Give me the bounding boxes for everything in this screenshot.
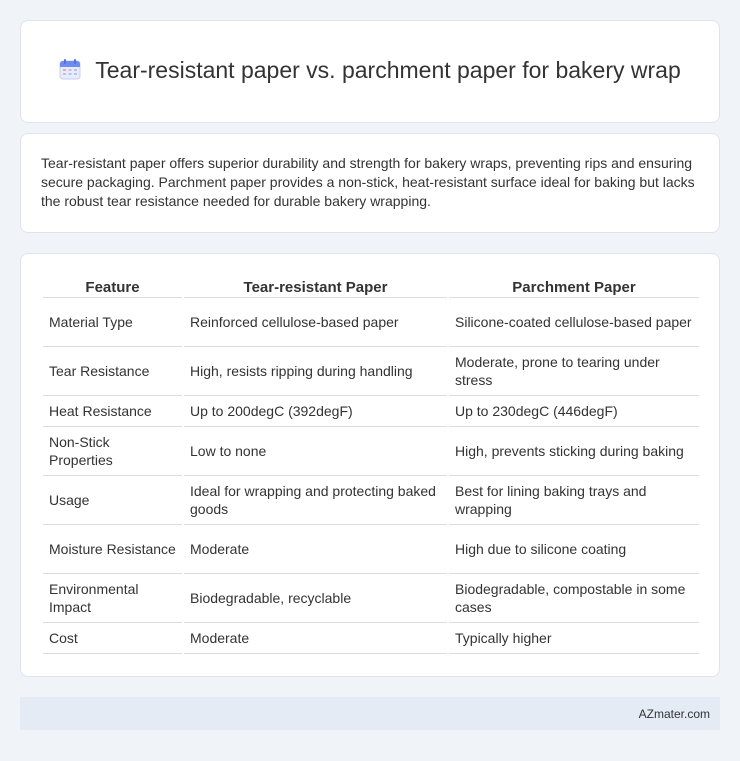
page-title	[50, 56, 690, 87]
parchment-cell: Biodegradable, compostable in some cases	[449, 574, 699, 623]
table-row	[43, 298, 699, 347]
feature-cell: Material Type	[43, 298, 182, 347]
tear-resistant-cell: Reinforced cellulose-based paper	[184, 298, 447, 347]
parchment-cell: Typically higher	[449, 623, 699, 654]
feature-cell: Heat Resistance	[43, 396, 182, 427]
parchment-cell: High, prevents sticking during baking	[449, 427, 699, 476]
parchment-cell: Up to 230degC (446degF)	[449, 396, 699, 427]
tear-resistant-cell: Up to 200degC (392degF)	[184, 396, 447, 427]
page-title-text: Tear-resistant paper vs. parchment paper for bakery wrap	[95, 57, 681, 83]
feature-cell: Non-Stick Properties	[43, 427, 182, 476]
table-row	[43, 427, 699, 476]
feature-cell: Usage	[43, 476, 182, 525]
table-row	[43, 525, 699, 574]
table-header-row	[43, 276, 699, 298]
feature-cell: Cost	[43, 623, 182, 654]
parchment-cell: Best for lining baking trays and wrapping	[449, 476, 699, 525]
summary-card	[20, 133, 720, 233]
table-row	[43, 347, 699, 396]
tear-resistant-cell: Low to none	[184, 427, 447, 476]
footer	[20, 697, 720, 730]
table-row	[43, 396, 699, 427]
calendar-icon	[59, 58, 81, 87]
comparison-table	[41, 276, 701, 654]
header-tear-resistant-paper: Tear-resistant Paper	[184, 276, 447, 298]
tear-resistant-cell: Moderate	[184, 525, 447, 574]
summary-text: Tear-resistant paper offers superior durability and strength for bakery wraps, preventing rips and ensuring secure packaging. Parchment paper provides a non-stick, heat-resistant surface ideal for baking but lacks the robust tear resistance needed for durable bakery wrapping.	[41, 155, 695, 209]
parchment-cell: Silicone-coated cellulose-based paper	[449, 298, 699, 347]
tear-resistant-cell: Moderate	[184, 623, 447, 654]
header-parchment-paper: Parchment Paper	[449, 276, 699, 298]
feature-cell: Environmental Impact	[43, 574, 182, 623]
parchment-cell: High due to silicone coating	[449, 525, 699, 574]
footer-brand-link[interactable]: AZmater.com	[638, 707, 710, 721]
parchment-cell: Moderate, prone to tearing under stress	[449, 347, 699, 396]
tear-resistant-cell: Biodegradable, recyclable	[184, 574, 447, 623]
tear-resistant-cell: Ideal for wrapping and protecting baked goods	[184, 476, 447, 525]
tear-resistant-cell: High, resists ripping during handling	[184, 347, 447, 396]
feature-cell: Tear Resistance	[43, 347, 182, 396]
title-card	[20, 20, 720, 123]
header-feature: Feature	[43, 276, 182, 298]
table-row	[43, 476, 699, 525]
comparison-table-card	[20, 253, 720, 677]
table-row	[43, 623, 699, 654]
feature-cell: Moisture Resistance	[43, 525, 182, 574]
table-row	[43, 574, 699, 623]
